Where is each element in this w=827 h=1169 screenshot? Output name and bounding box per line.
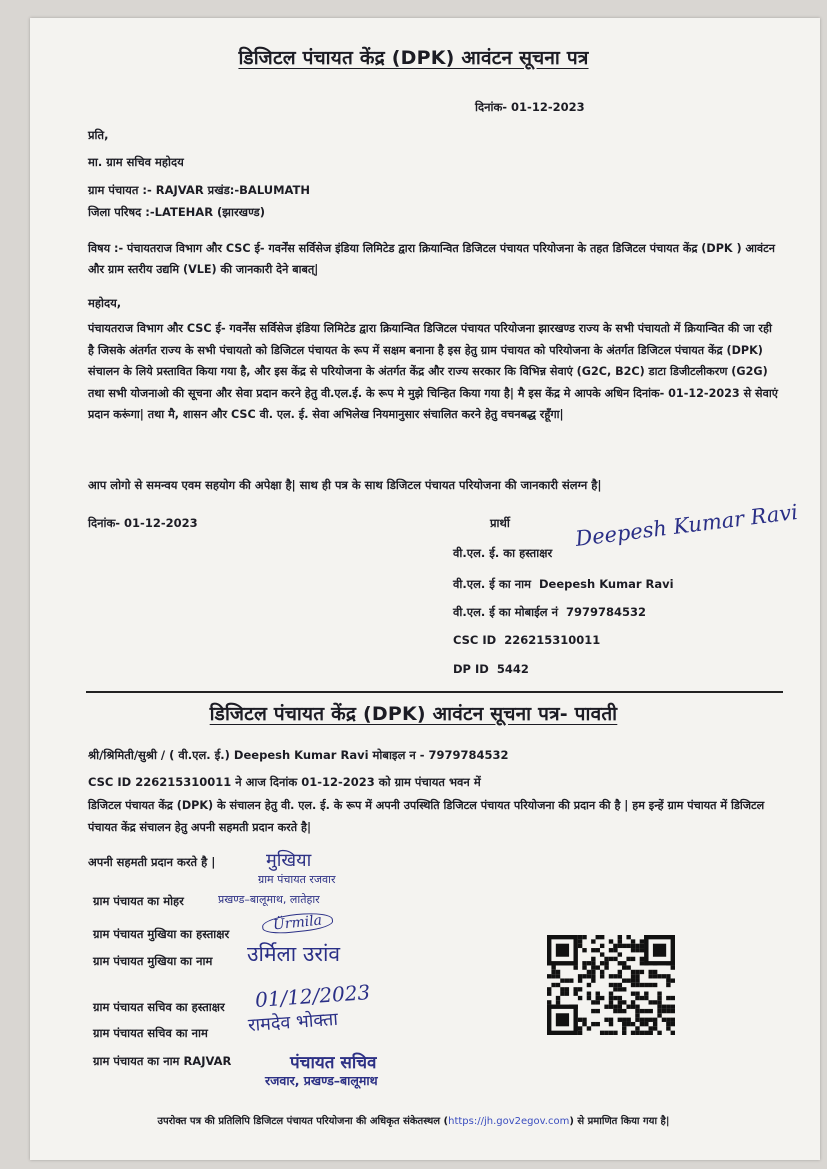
- vle-csc-row: CSC ID 226215310011: [453, 633, 601, 647]
- panchayat-name-label: ग्राम पंचायत का नाम RAJVAR: [93, 1054, 232, 1068]
- mukhiya-signature: Ürmila: [261, 910, 334, 935]
- salutation: महोदय,: [88, 296, 122, 310]
- footer-url[interactable]: https://jh.gov2egov.com: [448, 1116, 570, 1127]
- address-to: प्रति,: [88, 128, 109, 142]
- mukhiya-stamp-line2: ग्राम पंचायत रजवार: [258, 873, 336, 886]
- applicant-label: प्रार्थी: [490, 516, 510, 530]
- vle-name-row: वी.एल. ई का नाम Deepesh Kumar Ravi: [453, 577, 674, 591]
- vle-dp-row: DP ID 5442: [453, 662, 529, 676]
- secretary-name-handwritten: रामदेव भोक्ता: [247, 1008, 339, 1037]
- seal-label: ग्राम पंचायत का मोहर: [93, 894, 184, 908]
- address-line2: ग्राम पंचायत :- RAJVAR प्रखंड:-BALUMATH: [88, 183, 310, 197]
- qr-code: [547, 935, 675, 1035]
- vle-sign-label: वी.एल. ई. का हस्ताक्षर: [453, 546, 553, 560]
- letter-body: पंचायतराज विभाग और CSC ई- गवर्नेंस सर्विसेज इंडिया लिमिटेड द्वारा क्रियान्वित डिजिटल पंचायत परियोजना झारखण्ड राज्य के सभी पंचायतो में क्रियान्वित की जा रही है जिसके अंतर्गत राज्य के सभी पंचायतो को डिजिटल पंचायत के रूप में सक्षम बनाना है इस हेतु ग्राम पंचायत को परियोजना के अंतर्गत डिजिटल पंचायत केंद्र (DPK) संचालन के लिये प्रस्तावित किया गया है, और इस केंद्र से परियोजना के अंतर्गत केंद्र और राज्य सरकार कि विभिन्न सेवाएं (G2C, B2C) डाटा डिजीटलीकरण (G2G) तथा सभी योजनाओ की सूचना और सेवा प्रदान करने हेतु वी.एल.ई. के रूप मे मुझे चिन्हित किया गया है| मै इस केंद्र मे आपके अधिन दिनांक- 01-12-2023 से सेवाएं प्रदान करूंगा| तथा मै, शासन और CSC वी. एल. ई. सेवा अभिलेख नियमानुसार संचालित करने हेतु वचनबद्ध रहूँगा|: [88, 322, 778, 421]
- mukhiya-name-label: ग्राम पंचायत मुखिया का नाम: [93, 954, 213, 968]
- mukhiya-name-handwritten: उर्मिला उरांव: [247, 942, 341, 966]
- closing-line: आप लोगो से समन्वय एवम सहयोग की अपेक्षा है| साथ ही पत्र के साथ डिजिटल पंचायत परियोजना की जानकारी संलग्न है|: [88, 478, 602, 492]
- mukhiya-stamp-line3: प्रखण्ड–बालूमाथ, लातेहार: [218, 893, 320, 906]
- mukhiya-stamp-title: मुखिया: [266, 850, 312, 871]
- sachiv-stamp-title: पंचायत सचिव: [290, 1053, 377, 1073]
- secretary-sign-label: ग्राम पंचायत सचिव का हस्ताक्षर: [93, 1000, 225, 1014]
- footer-note: उपरोक्त पत्र की प्रतिलिपि डिजिटल पंचायत परियोजना की अधिकृत संकेतस्थल (https://jh.gov2egov.com) से प्रमाणित किया गया है|: [157, 1116, 670, 1127]
- secretary-signature: 01/12/2023: [254, 980, 371, 1012]
- sachiv-stamp-line2: रजवार, प्रखण्ड–बालूमाथ: [265, 1073, 378, 1088]
- vle-signature: Deepesh Kumar Ravi: [574, 499, 800, 551]
- receipt-line2: CSC ID 226215310011 ने आज दिनांक 01-12-2023 को ग्राम पंचायत भवन में: [88, 775, 481, 789]
- bottom-date: दिनांक- 01-12-2023: [88, 516, 198, 530]
- letter-date: दिनांक- 01-12-2023: [475, 100, 585, 114]
- receipt-line1: श्री/श्रिमिती/सुश्री / ( वी.एल. ई.) Deepesh Kumar Ravi मोबाइल न - 7979784532: [88, 748, 509, 762]
- address-line3: जिला परिषद :-LATEHAR (झारखण्ड): [88, 205, 265, 219]
- receipt-title: डिजिटल पंचायत केंद्र (DPK) आवंटन सूचना पत्र- पावती: [209, 703, 618, 725]
- consent-line: अपनी सहमती प्रदान करते है |: [88, 855, 216, 869]
- receipt-line3: डिजिटल पंचायत केंद्र (DPK) के संचालन हेतु वी. एल. ई. के रूप में अपनी उपस्थिति डिजिटल पंचायत परियोजना की प्रदान की है | हम इन्हें ग्राम पंचायत में डिजिटल पंचायत केंद्र संचालन हेतु अपनी सहमती प्रदान करते है|: [88, 799, 765, 834]
- mukhiya-sign-label: ग्राम पंचायत मुखिया का हस्ताक्षर: [93, 927, 230, 941]
- secretary-name-label: ग्राम पंचायत सचिव का नाम: [93, 1026, 208, 1040]
- letter-title: डिजिटल पंचायत केंद्र (DPK) आवंटन सूचना पत्र: [238, 47, 589, 69]
- section-divider: [86, 691, 783, 693]
- subject: विषय :- पंचायतराज विभाग और CSC ई- गवर्नेंस सर्विसेज इंडिया लिमिटेड द्वारा क्रियान्वित डिजिटल पंचायत परियोजना के तहत डिजिटल पंचायत केंद्र (DPK ) आवंटन और ग्राम स्तरीय उद्यमि (VLE) की जानकारी देने बाबत्|: [88, 242, 775, 276]
- address-line1: मा. ग्राम सचिव महोदय: [88, 155, 184, 169]
- vle-mobile-row: वी.एल. ई का मोबाईल नं 7979784532: [453, 605, 647, 619]
